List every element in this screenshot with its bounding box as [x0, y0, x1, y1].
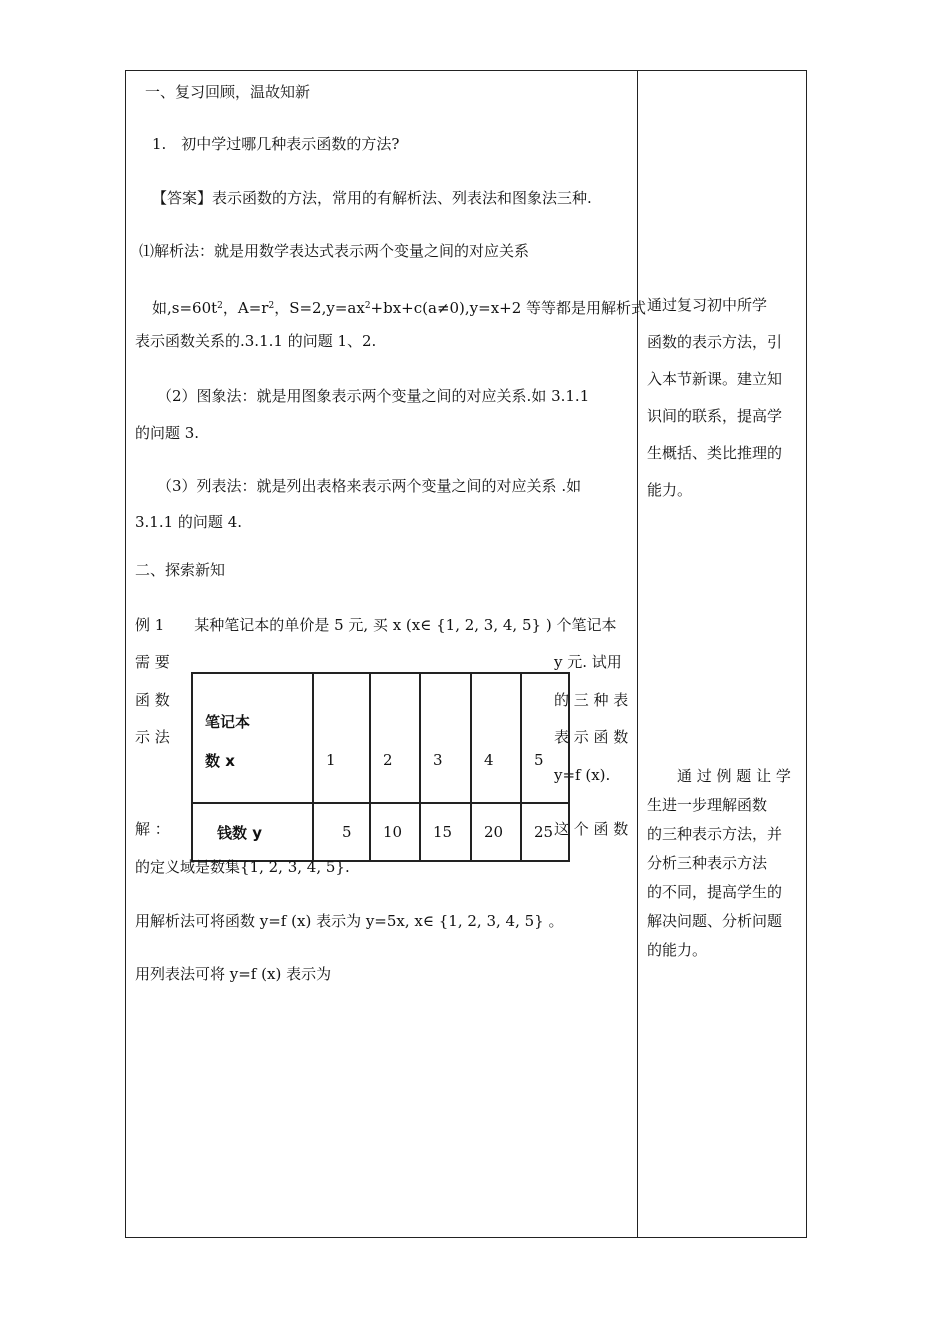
- table-cell: 25: [521, 803, 569, 861]
- table-row: [192, 803, 569, 861]
- analytic-examples: 如$,s=60t^2$，$A=r^2$，$S=2,y=ax^2+bx+c(a\ne 0),y=x+2$ 等等都是用解析式: [152, 299, 647, 317]
- domain-line: 的定义域是数集{1, 2, 3, 4, 5}.: [135, 858, 350, 876]
- wrap-left-2: 函 数: [135, 691, 170, 709]
- teaching-note-1: 通过复习初中所学 函数的表示方法，引 入本节新课。建立知 识间的联系，提高学 生概括、类比推理的 能力。: [647, 296, 783, 499]
- table-row: [192, 673, 569, 803]
- method-analytic: ⑴解析法：就是用数学表达式表示两个变量之间的对应关系: [139, 242, 530, 260]
- table-cell: 20: [471, 803, 521, 861]
- analytic-form-line: 用解析法可将函数 y=f (x) 表示为 y=5x, x∈ {1, 2, 3, 4, 5} 。: [135, 912, 564, 930]
- example-1: 例 1 某种笔记本的单价是 5 元, 买 x (x∈ {1, 2, 3, 4, 5} ) 个笔记本: [135, 616, 617, 634]
- table-cell: 3: [420, 673, 471, 803]
- method-list-cont: 3.1.1 的问题 4.: [135, 513, 243, 531]
- wrap-right-5: 这 个 函 数: [554, 820, 629, 838]
- list-form-line: 用列表法可将 y=f (x) 表示为: [135, 965, 332, 983]
- wrap-left-4: 解 ：: [135, 820, 170, 838]
- table-cell: 15: [420, 803, 471, 861]
- method-graph-cont: 的问题 3.: [135, 424, 200, 442]
- section1-heading: 一、复习回顾，温故知新: [145, 83, 311, 101]
- analytic-examples-cont: 表示函数关系的.3.1.1 的问题 1、2.: [135, 332, 377, 350]
- teaching-note-2: 通 过 例 题 让 学 生进一步理解函数 的三种表示方法，并 分析三种表示方法 的不同，提高学生的 解决问题、分析问题 的能力。: [647, 767, 791, 959]
- method-list: （3）列表法：就是列出表格来表示两个变量之间的对应关系 .如: [157, 477, 582, 495]
- table-header-y: 钱数 y: [192, 803, 313, 861]
- table-cell: 5: [521, 673, 569, 803]
- wrap-right-4: y=f (x).: [554, 766, 611, 784]
- table-cell: 4: [471, 673, 521, 803]
- table-cell: 1: [313, 673, 370, 803]
- method-graph: （2）图象法：就是用图象表示两个变量之间的对应关系.如 3.1.1: [157, 387, 590, 405]
- wrap-right-3: 表 示 函 数: [554, 728, 629, 746]
- column-divider: [637, 70, 638, 1238]
- wrap-left-1: 需 要: [135, 653, 170, 671]
- wrap-right-2: 的 三 种 表: [554, 691, 629, 709]
- answer-line: 【答案】表示函数的方法，常用的有解析法、列表法和图象法三种.: [152, 189, 592, 207]
- table-header-x: 笔记本 数 x: [192, 673, 313, 803]
- section2-heading: 二、探索新知: [135, 561, 226, 579]
- wrap-right-1: y 元. 试用: [554, 653, 622, 671]
- table-cell: 10: [370, 803, 420, 861]
- notebook-price-table: [191, 672, 570, 862]
- table-cell: 2: [370, 673, 420, 803]
- wrap-left-3: 示 法: [135, 728, 170, 746]
- table-cell: 5: [313, 803, 370, 861]
- question-1: 1. 初中学过哪几种表示函数的方法?: [152, 135, 400, 153]
